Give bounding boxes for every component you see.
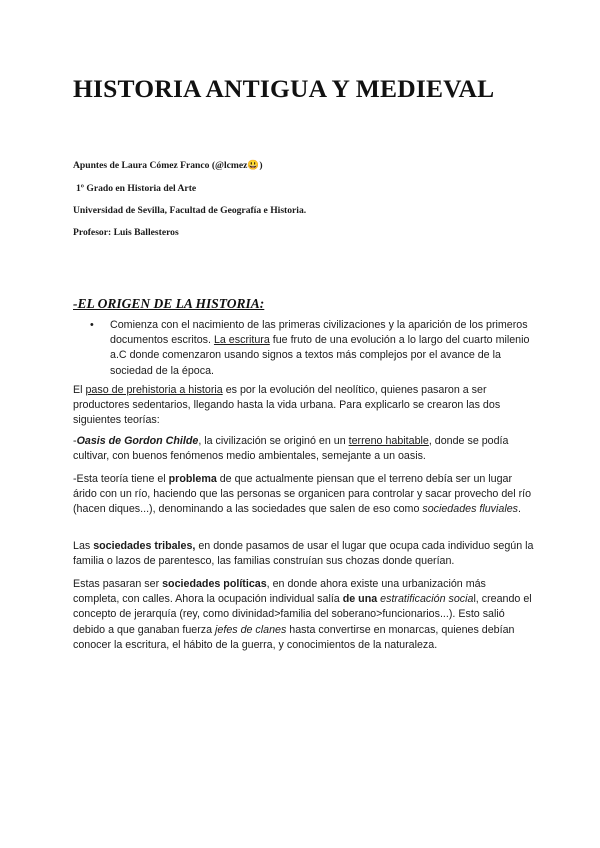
- underlined-term: terreno habitable: [348, 435, 429, 447]
- paragraph-political-societies: Estas pasaran ser sociedades políticas, en donde ahora existe una urbanización más completa, con calles. Ahora la ocupación individual salía de una estratificación social, creando el concepto de jerarquía (rey, como divinidad>familia del soberano>funcionarios...). Esto salió debido a que ganaban fuerza jefes de clanes hasta convertirse en monarcas, quienes debían conocer la escritura, el hábito de la guerra, y conocimientos de la naturaleza.: [73, 578, 532, 651]
- degree-line: 1º Grado en Historia del Arte: [76, 183, 197, 194]
- professor-line: Profesor: Luis Ballesteros: [73, 227, 179, 238]
- university-line: Universidad de Sevilla, Facultad de Geografía e Historia.: [73, 205, 307, 216]
- paragraph-oasis-theory: -Oasis de Gordon Childe, la civilización se originó en un terreno habitable, donde se podía cultivar, con buenos fenómenos medio ambientales, semejante a un oasis.: [73, 435, 509, 463]
- italic-term: jefes de clanes: [215, 623, 287, 636]
- section-title: -EL ORIGEN DE LA HISTORIA:: [73, 296, 265, 311]
- paragraph-tribal-societies: Las sociedades tribales, en donde pasamos de usar el lugar que ocupa cada individuo según la familia o lazos de parentesco, las familias construían sus chozas donde querían.: [73, 540, 534, 568]
- bold-term: sociedades tribales,: [93, 540, 196, 552]
- underlined-term: La escritura: [213, 334, 270, 347]
- theory-name: Oasis de Gordon Childe: [76, 435, 199, 447]
- bold-term: de una: [342, 593, 378, 606]
- italic-term: sociedades fluviales: [422, 503, 519, 516]
- paragraph-transition: El paso de prehistoria a historia es por la evolución del neolítico, quienes pasaron a ser productores sedentarios, llegando hasta la vida urbana. Para explicarlo se crearon las dos siguientes teorías:: [73, 384, 501, 427]
- italic-term: estratificación socia: [380, 593, 474, 606]
- author-line: Apuntes de Laura Cómez Franco (@lcmez😃): [73, 160, 263, 171]
- underlined-term: paso de prehistoria a historia: [85, 384, 223, 396]
- bullet-text: Comienza con el nacimiento de las primeras civilizaciones y la aparición de los primeros documentos escritos. La escritura fue fruto de una evolución a lo largo del cuarto milenio a.C donde comenzaron usando signos a textos más complejos por el avance de la sociedad de la época.: [110, 319, 530, 377]
- document-title: HISTORIA ANTIGUA Y MEDIEVAL: [73, 74, 495, 103]
- bullet-icon: •: [90, 319, 94, 331]
- bold-term: problema: [168, 473, 217, 485]
- bold-term: sociedades políticas: [162, 578, 267, 590]
- bullet-item: [90, 318, 535, 379]
- paragraph-problem: -Esta teoría tiene el problema de que actualmente piensan que el terreno debía ser un lugar árido con un río, haciendo que las personas se organicen para controlar y sacar provecho del río (hacen diques...), denominando a las sociedades que salen de eso como sociedades fluviales.: [73, 473, 532, 516]
